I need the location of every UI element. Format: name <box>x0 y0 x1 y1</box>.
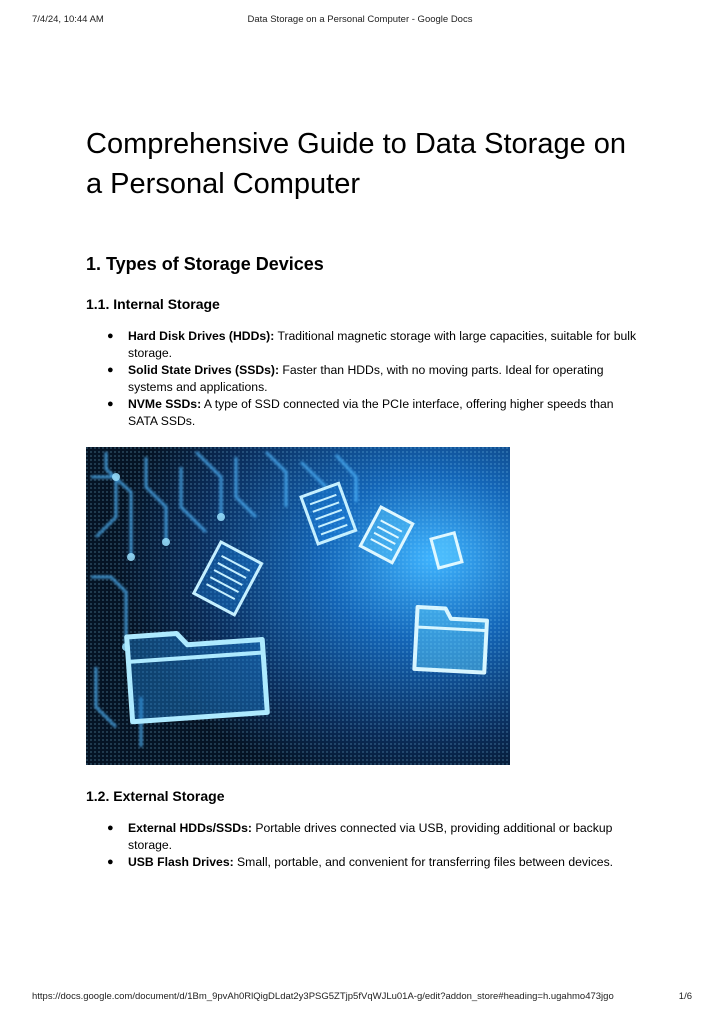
list-item <box>86 820 646 854</box>
list-item <box>86 362 646 396</box>
list-item-term: NVMe SSDs: <box>128 397 202 411</box>
bullet-icon: ● <box>107 330 114 342</box>
document-title: Comprehensive Guide to Data Storage on a Personal Computer <box>86 128 627 200</box>
list-item-text: Small, portable, and convenient for transferring files between devices. <box>233 855 614 869</box>
list-item-term: External HDDs/SSDs: <box>128 821 252 835</box>
list-item-text: Portable drives connected via USB, providing additional or backup storage. <box>128 821 613 852</box>
bullet-icon: ● <box>107 364 114 376</box>
subsection-heading-internal: 1.1. Internal Storage <box>86 296 220 312</box>
data-storage-illustration <box>86 447 510 765</box>
print-url: https://docs.google.com/document/d/1Bm_9pvAh0RlQigDLdat2y3PSG5ZTjp5fVqWJLu01A-g/edit?addon_store#heading=h.ugahmo473jgo <box>32 991 614 1002</box>
list-item-text: A type of SSD connected via the PCIe interface, offering higher speeds than SATA SSDs. <box>128 397 614 428</box>
list-item-text: Traditional magnetic storage with large capacities, suitable for bulk storage. <box>128 329 637 360</box>
list-item <box>86 328 646 362</box>
list-item-term: Solid State Drives (SSDs): <box>128 363 280 377</box>
list-item-text: Faster than HDDs, with no moving parts. Ideal for operating systems and applications. <box>128 363 604 394</box>
list-item-term: Hard Disk Drives (HDDs): <box>128 329 275 343</box>
print-footer <box>0 991 720 1005</box>
bullet-icon: ● <box>107 856 114 868</box>
list-item <box>86 396 646 430</box>
list-item <box>86 854 646 871</box>
print-title: Data Storage on a Personal Computer - Google Docs <box>247 14 473 25</box>
section-heading-types: 1. Types of Storage Devices <box>86 254 324 274</box>
document-body <box>86 124 646 869</box>
subsection-heading-external: 1.2. External Storage <box>86 788 225 804</box>
print-timestamp: 7/4/24, 10:44 AM <box>32 14 104 25</box>
internal-storage-list <box>86 328 646 430</box>
print-header <box>0 14 720 28</box>
bullet-icon: ● <box>107 398 114 410</box>
storage-illustration-graphic <box>86 447 510 765</box>
folder-icon <box>127 628 268 722</box>
page-number: 1/6 <box>678 991 692 1002</box>
external-storage-list <box>86 820 646 871</box>
bullet-icon: ● <box>107 822 114 834</box>
list-item-term: USB Flash Drives: <box>128 855 234 869</box>
